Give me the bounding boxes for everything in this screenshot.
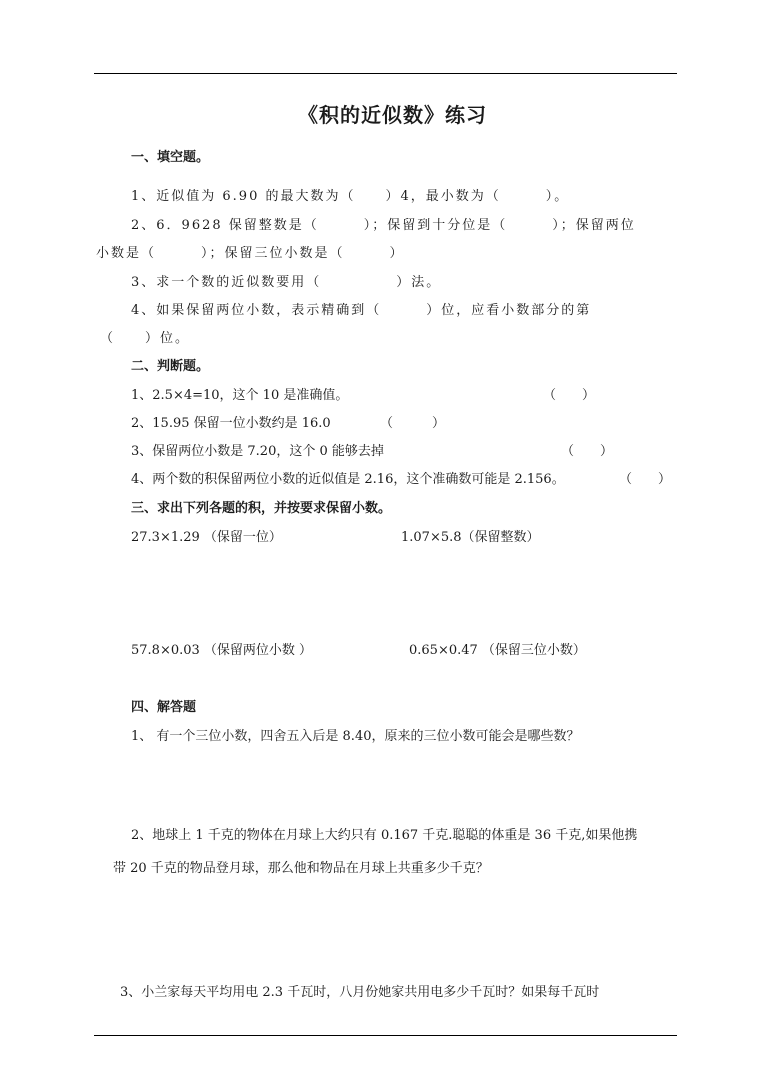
- section4-heading: 四、解答题: [131, 700, 197, 715]
- section2-heading: 二、判断题。: [131, 359, 210, 374]
- section4-q2-line1: 2、地球上 1 千克的物体在月球上大约只有 0.167 千克.聪聪的体重是 36 千克,如果他携: [131, 828, 638, 843]
- section3-problem2: 1.07×5.8（保留整数）: [401, 530, 540, 545]
- top-rule: [94, 73, 677, 74]
- section1-q4-line1: 4、如果保留两位小数，表示精确到（ ）位，应看小数部分的第: [131, 303, 592, 318]
- section3-heading: 三、求出下列各题的积，并按要求保留小数。: [131, 501, 392, 516]
- section1-q3: 3、求一个数的近似数要用（ ）法。: [131, 275, 442, 290]
- section1-q1: 1、近似值为 6.90 的最大数为（ ）4，最小数为（ ）。: [131, 189, 570, 204]
- section2-q2-answer-paren: （ ）: [380, 416, 446, 431]
- section2-q4: 4、两个数的积保留两位小数的近似值是 2.16，这个准确数可能是 2.156。: [131, 472, 565, 487]
- section2-q3-answer-paren: （ ）: [561, 444, 614, 459]
- section3-problem3: 57.8×0.03 （保留两位小数 ）: [131, 643, 313, 658]
- section3-problem1: 27.3×1.29 （保留一位）: [131, 530, 282, 545]
- bottom-rule: [94, 1035, 677, 1036]
- section1-q4-line2: （ ）位。: [100, 331, 191, 346]
- section4-q3: 3、小兰家每天平均用电 2.3 千瓦时，八月份她家共用电多少千瓦时？如果每千瓦时: [120, 985, 600, 1000]
- section2-q3: 3、保留两位小数是 7.20，这个 0 能够去掉: [131, 444, 384, 459]
- section4-q2-line2: 带 20 千克的物品登月球，那么他和物品在月球上共重多少千克？: [113, 861, 489, 876]
- section3-problem4: 0.65×0.47 （保留三位小数）: [409, 643, 586, 658]
- section2-q2: 2、15.95 保留一位小数约是 16.0: [131, 416, 331, 431]
- section1-q2-line2: 小数是（ ）；保留三位小数是（ ）: [96, 246, 405, 261]
- section2-q4-answer-paren: （ ）: [619, 472, 672, 487]
- section2-q1-answer-paren: （ ）: [543, 388, 596, 403]
- section1-q2-line1: 2、6．9628 保留整数是（ ）；保留到十分位是（ ）；保留两位: [131, 218, 636, 233]
- section4-q1: 1、 有一个三位小数，四舍五入后是 8.40，原来的三位小数可能会是哪些数？: [131, 729, 580, 744]
- section1-heading: 一、填空题。: [131, 150, 210, 165]
- page-title: 《积的近似数》练习: [298, 103, 487, 127]
- section2-q1: 1、2.5×4=10，这个 10 是准确值。: [131, 388, 349, 403]
